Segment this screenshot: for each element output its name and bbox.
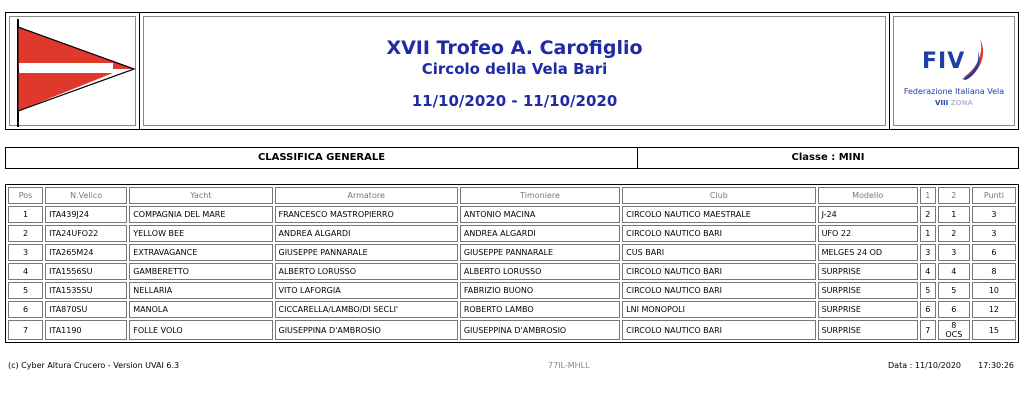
print-date: Data : 11/10/2020 xyxy=(888,361,961,370)
race-2-penalty-code: OCS xyxy=(945,330,963,339)
table-row xyxy=(8,206,1016,223)
cell-club: CIRCOLO NAUTICO MAESTRALE xyxy=(622,206,815,223)
cell-sail-number: ITA265M24 xyxy=(45,244,127,261)
print-time: 17:30:26 xyxy=(978,361,1014,370)
table-header-row xyxy=(8,187,1016,204)
cell-race-1: 4 xyxy=(920,263,936,280)
cell-model: SURPRISE xyxy=(818,263,918,280)
cell-race-1: 1 xyxy=(920,225,936,242)
cell-race-1: 5 xyxy=(920,282,936,299)
cell-race-1: 7 xyxy=(920,320,936,340)
cell-owner: GIUSEPPINA D'AMBROSIO xyxy=(275,320,458,340)
column-header-race-2: 2 xyxy=(938,187,970,204)
table-row xyxy=(8,301,1016,318)
event-title: XVII Trofeo A. Carofiglio xyxy=(386,37,643,59)
cell-sail-number: ITA1556SU xyxy=(45,263,127,280)
cell-points: 8 xyxy=(972,263,1016,280)
cell-club: LNI MONOPOLI xyxy=(622,301,815,318)
cell-yacht: EXTRAVAGANCE xyxy=(129,244,272,261)
cell-points: 3 xyxy=(972,206,1016,223)
fiv-logo-text: FIV xyxy=(922,49,966,74)
cell-sail-number: ITA870SU xyxy=(45,301,127,318)
cell-points: 3 xyxy=(972,225,1016,242)
cell-model: SURPRISE xyxy=(818,282,918,299)
race-2-score: 8 xyxy=(951,321,957,330)
cell-model: MELGES 24 OD xyxy=(818,244,918,261)
cell-yacht: YELLOW BEE xyxy=(129,225,272,242)
cell-race-2: 4 xyxy=(938,263,970,280)
software-credit: (c) Cyber Altura Crucero - Version UVAI 6.3 xyxy=(8,361,180,370)
cell-model: SURPRISE xyxy=(818,320,918,340)
table-row xyxy=(8,244,1016,261)
burgee-flag-icon xyxy=(6,13,140,131)
classification-bar xyxy=(5,147,1019,169)
cell-model: SURPRISE xyxy=(818,301,918,318)
cell-pos: 6 xyxy=(8,301,43,318)
cell-pos: 1 xyxy=(8,206,43,223)
cell-yacht: COMPAGNIA DEL MARE xyxy=(129,206,272,223)
column-header-yacht: Yacht xyxy=(129,187,272,204)
cell-sail-number: ITA24UFO22 xyxy=(45,225,127,242)
cell-race-1: 2 xyxy=(920,206,936,223)
cell-pos: 4 xyxy=(8,263,43,280)
table-row xyxy=(8,225,1016,242)
cell-helmsman: ANDREA ALGARDI xyxy=(460,225,620,242)
column-header-points: Punti xyxy=(972,187,1016,204)
class-label: Classe : MINI xyxy=(791,152,865,163)
fiv-zone-label: VIII ZONA xyxy=(935,99,973,107)
cell-sail-number: ITA439J24 xyxy=(45,206,127,223)
cell-club: CIRCOLO NAUTICO BARI xyxy=(622,320,815,340)
table-row xyxy=(8,320,1016,340)
cell-helmsman: GIUSEPPE PANNARALE xyxy=(460,244,620,261)
cell-helmsman: FABRIZIO BUONO xyxy=(460,282,620,299)
cell-sail-number: ITA1535SU xyxy=(45,282,127,299)
organizer-name: Circolo della Vela Bari xyxy=(421,60,608,78)
table-row xyxy=(8,263,1016,280)
column-header-owner: Armatore xyxy=(275,187,458,204)
cell-helmsman: ANTONIO MACINA xyxy=(460,206,620,223)
title-cell xyxy=(140,13,890,129)
cell-pos: 5 xyxy=(8,282,43,299)
cell-club: CIRCOLO NAUTICO BARI xyxy=(622,263,815,280)
cell-club: CIRCOLO NAUTICO BARI xyxy=(622,282,815,299)
event-dates: 11/10/2020 - 11/10/2020 xyxy=(411,92,618,110)
fiv-federation-name: Federazione Italiana Vela xyxy=(903,87,1005,96)
cell-yacht: NELLARIA xyxy=(129,282,272,299)
cell-points: 15 xyxy=(972,320,1016,340)
cell-race-1: 6 xyxy=(920,301,936,318)
cell-owner: VITO LAFORGIA xyxy=(275,282,458,299)
table-row xyxy=(8,282,1016,299)
cell-race-2 xyxy=(938,320,970,340)
results-header xyxy=(5,12,1019,130)
cell-helmsman: ALBERTO LORUSSO xyxy=(460,263,620,280)
cell-race-2: 1 xyxy=(938,206,970,223)
column-header-model: Modello xyxy=(818,187,918,204)
cell-yacht: MANOLA xyxy=(129,301,272,318)
cell-owner: ANDREA ALGARDI xyxy=(275,225,458,242)
cell-owner: GIUSEPPE PANNARALE xyxy=(275,244,458,261)
flag-cell xyxy=(6,13,140,129)
cell-pos: 3 xyxy=(8,244,43,261)
cell-helmsman: GIUSEPPINA D'AMBROSIO xyxy=(460,320,620,340)
cell-owner: ALBERTO LORUSSO xyxy=(275,263,458,280)
cell-race-2: 5 xyxy=(938,282,970,299)
cell-race-2: 3 xyxy=(938,244,970,261)
cell-club: CUS BARI xyxy=(622,244,815,261)
cell-race-1: 3 xyxy=(920,244,936,261)
cell-owner: CICCARELLA/LAMBO/DI SECLI' xyxy=(275,301,458,318)
footer xyxy=(8,361,1014,373)
cell-pos: 7 xyxy=(8,320,43,340)
column-header-helmsman: Timoniere xyxy=(460,187,620,204)
column-header-pos: Pos xyxy=(8,187,43,204)
fiv-logo xyxy=(890,13,1018,129)
cell-race-2: 2 xyxy=(938,225,970,242)
cell-points: 6 xyxy=(972,244,1016,261)
sail-swoosh-icon xyxy=(960,37,990,81)
results-table xyxy=(5,184,1019,343)
cell-pos: 2 xyxy=(8,225,43,242)
cell-yacht: GAMBERETTO xyxy=(129,263,272,280)
column-header-race-1: 1 xyxy=(920,187,936,204)
column-header-sail-number: N.Velico xyxy=(45,187,127,204)
column-header-club: Club xyxy=(622,187,815,204)
cell-club: CIRCOLO NAUTICO BARI xyxy=(622,225,815,242)
cell-points: 10 xyxy=(972,282,1016,299)
cell-points: 12 xyxy=(972,301,1016,318)
cell-model: J-24 xyxy=(818,206,918,223)
license-code: 77IL-MHLL xyxy=(548,361,590,370)
classification-label: CLASSIFICA GENERALE xyxy=(6,148,638,168)
cell-sail-number: ITA1190 xyxy=(45,320,127,340)
cell-helmsman: ROBERTO LAMBO xyxy=(460,301,620,318)
cell-owner: FRANCESCO MASTROPIERRO xyxy=(275,206,458,223)
cell-yacht: FOLLE VOLO xyxy=(129,320,272,340)
cell-model: UFO 22 xyxy=(818,225,918,242)
cell-race-2: 6 xyxy=(938,301,970,318)
